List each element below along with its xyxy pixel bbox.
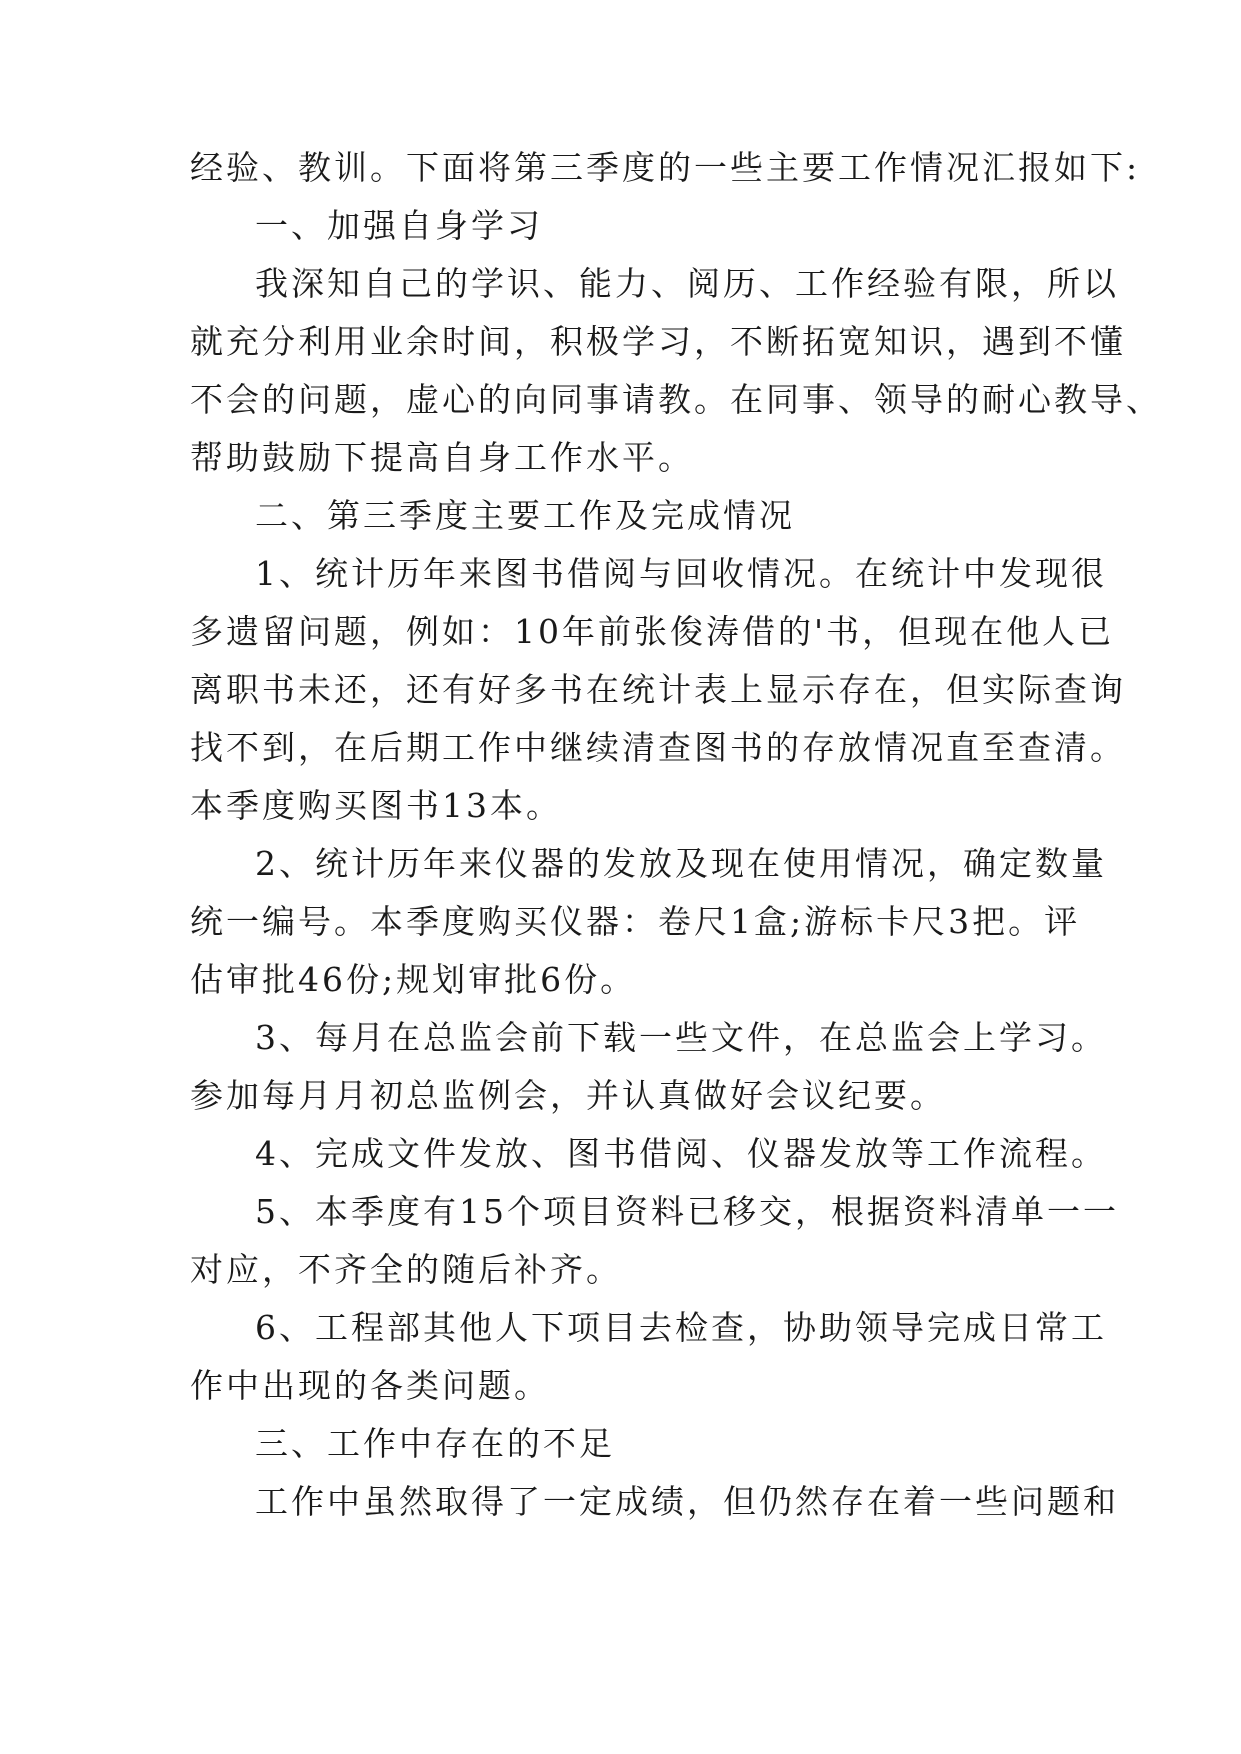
text-line: 6、工程部其他人下项目去检查，协助领导完成日常工 — [255, 1308, 1107, 1347]
text-line: 1、统计历年来图书借阅与回收情况。在统计中发现很 — [255, 554, 1107, 593]
section-heading: 一、加强自身学习 — [255, 206, 543, 245]
text-line: 作中出现的各类问题。 — [190, 1366, 550, 1405]
text-line: 经验、教训。下面将第三季度的一些主要工作情况汇报如下: — [190, 148, 1141, 187]
text-line: 本季度购买图书13本。 — [190, 786, 562, 825]
text-line: 我深知自己的学识、能力、阅历、工作经验有限，所以 — [255, 264, 1119, 303]
text-line: 参加每月月初总监例会，并认真做好会议纪要。 — [190, 1076, 946, 1115]
text-line: 帮助鼓励下提高自身工作水平。 — [190, 438, 694, 477]
text-line: 统一编号。本季度购买仪器：卷尺1盒;游标卡尺3把。评 — [190, 902, 1081, 941]
text-line: 3、每月在总监会前下载一些文件，在总监会上学习。 — [255, 1018, 1107, 1057]
section-heading: 三、工作中存在的不足 — [255, 1424, 615, 1463]
text-line: 5、本季度有15个项目资料已移交，根据资料清单一一 — [255, 1192, 1119, 1231]
text-line: 对应，不齐全的随后补齐。 — [190, 1250, 622, 1289]
text-line: 就充分利用业余时间，积极学习，不断拓宽知识，遇到不懂 — [190, 322, 1126, 361]
text-line: 不会的问题，虚心的向同事请教。在同事、领导的耐心教导、 — [190, 380, 1162, 419]
text-line: 离职书未还，还有好多书在统计表上显示存在，但实际查询 — [190, 670, 1126, 709]
text-line: 多遗留问题，例如：10年前张俊涛借的'书，但现在他人已 — [190, 612, 1115, 651]
text-line: 工作中虽然取得了一定成绩，但仍然存在着一些问题和 — [255, 1482, 1119, 1521]
text-line: 4、完成文件发放、图书借阅、仪器发放等工作流程。 — [255, 1134, 1107, 1173]
text-line: 找不到，在后期工作中继续清查图书的存放情况直至查清。 — [190, 728, 1126, 767]
text-line: 2、统计历年来仪器的发放及现在使用情况，确定数量 — [255, 844, 1107, 883]
section-heading: 二、第三季度主要工作及完成情况 — [255, 496, 795, 535]
text-line: 估审批46份;规划审批6份。 — [190, 960, 637, 999]
